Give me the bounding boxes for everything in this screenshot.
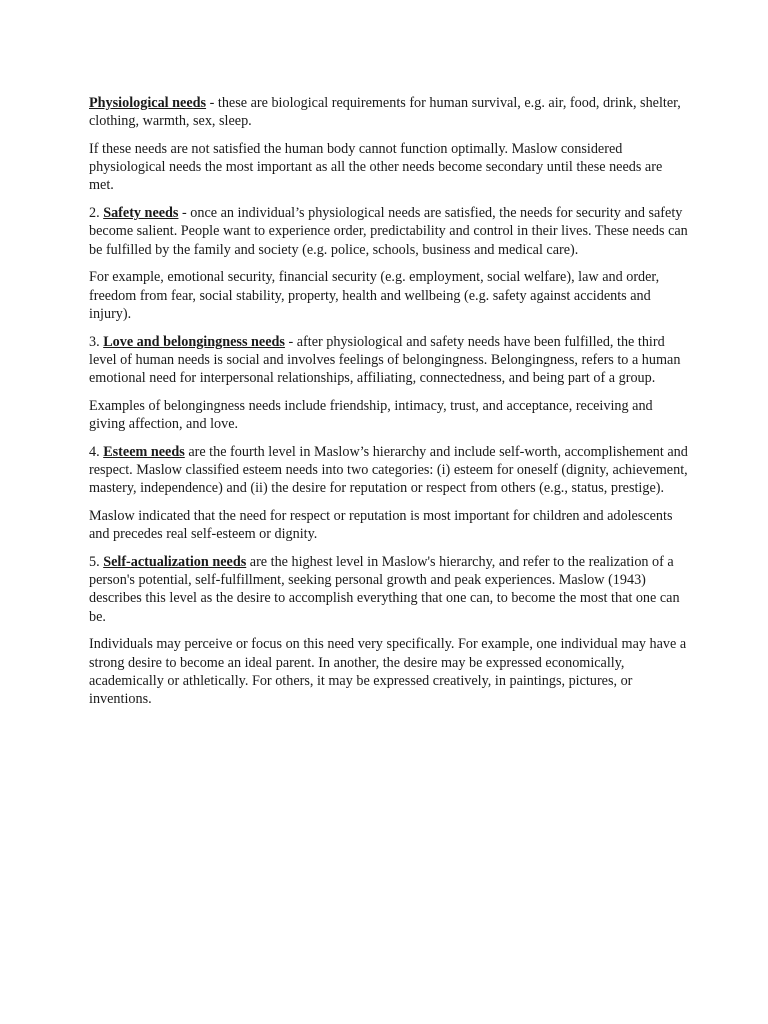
physiological-definition-text: - these are biological requirements for human survival, e.g. air, food, drink, shelter, clothing, warmth, sex, sleep. bbox=[89, 95, 681, 130]
self-actualization-definition-paragraph bbox=[89, 553, 689, 626]
self-actualization-detail-text: Individuals may perceive or focus on this need very specifically. For example, one individual may have a strong desire to become an ideal parent. In another, the desire may be expressed economically, academically or athletically. For others, it may be expressed creatively, in paintings, pictures, or inventions. bbox=[89, 636, 687, 708]
esteem-detail-paragraph bbox=[89, 507, 689, 543]
love-example-text: Examples of belongingness needs include friendship, intimacy, trust, and acceptance, receiving and giving affection, and love. bbox=[89, 397, 653, 433]
esteem-number: 4. bbox=[89, 443, 104, 460]
love-belongingness-needs-term: Love and belongingness needs bbox=[103, 333, 285, 350]
esteem-detail-text: Maslow indicated that the need for respect or reputation is most important for children and adolescents and precedes real self-esteem or dignity. bbox=[89, 508, 673, 543]
safety-needs-term: Safety needs bbox=[103, 205, 179, 222]
safety-definition-paragraph bbox=[89, 204, 689, 259]
document-page bbox=[89, 94, 689, 718]
self-actualization-number: 5. bbox=[89, 554, 104, 571]
physiological-definition-paragraph bbox=[89, 94, 689, 130]
physiological-detail-text: If these needs are not satisfied the human body cannot function optimally. Maslow considered physiological needs the most important as all the other needs become secondary until these needs are met. bbox=[89, 141, 663, 194]
love-definition-paragraph bbox=[89, 333, 689, 388]
esteem-definition-paragraph bbox=[89, 443, 689, 498]
esteem-needs-term: Esteem needs bbox=[103, 443, 185, 460]
physiological-detail-paragraph bbox=[89, 140, 689, 195]
safety-definition-text: - once an individual’s physiological needs are satisfied, the needs for security and safety become salient. People want to experience order, predictability and control in their lives. These needs can be fulfilled by the family and society (e.g. police, schools, business and medical care). bbox=[89, 205, 688, 258]
safety-example-paragraph bbox=[89, 268, 689, 323]
physiological-needs-term: Physiological needs bbox=[89, 95, 207, 111]
self-actualization-detail-paragraph bbox=[89, 635, 689, 708]
love-example-paragraph bbox=[89, 397, 689, 433]
esteem-definition-text: are the fourth level in Maslow’s hierarchy and include self-worth, accomplishement and respect. Maslow classified esteem needs into two categories: (i) esteem for oneself (dignity, achievement, mastery, independence) and (ii) the desire for reputation or respect from others (e.g., status, prestige). bbox=[89, 443, 688, 497]
safety-number: 2. bbox=[89, 205, 104, 222]
safety-example-text: For example, emotional security, financial security (e.g. employment, social welfare), law and order, freedom from fear, social stability, property, health and wellbeing (e.g. safety against accidents and injury). bbox=[89, 269, 660, 322]
self-actualization-needs-term: Self-actualization needs bbox=[103, 554, 247, 571]
love-number: 3. bbox=[89, 333, 104, 350]
love-definition-text: - after physiological and safety needs have been fulfilled, the third level of human needs is social and involves feelings of belongingness. Belongingness, refers to a human emotional need for interpersonal relationships, affiliating, connectedness, and being part of a group. bbox=[89, 333, 681, 387]
self-actualization-definition-text: are the highest level in Maslow's hierarchy, and refer to the realization of a person's potential, self-fulfillment, seeking personal growth and peak experiences. Maslow (1943) describes this level as the desire to accomplish everything that one can, to become the most that one can be. bbox=[89, 554, 680, 625]
